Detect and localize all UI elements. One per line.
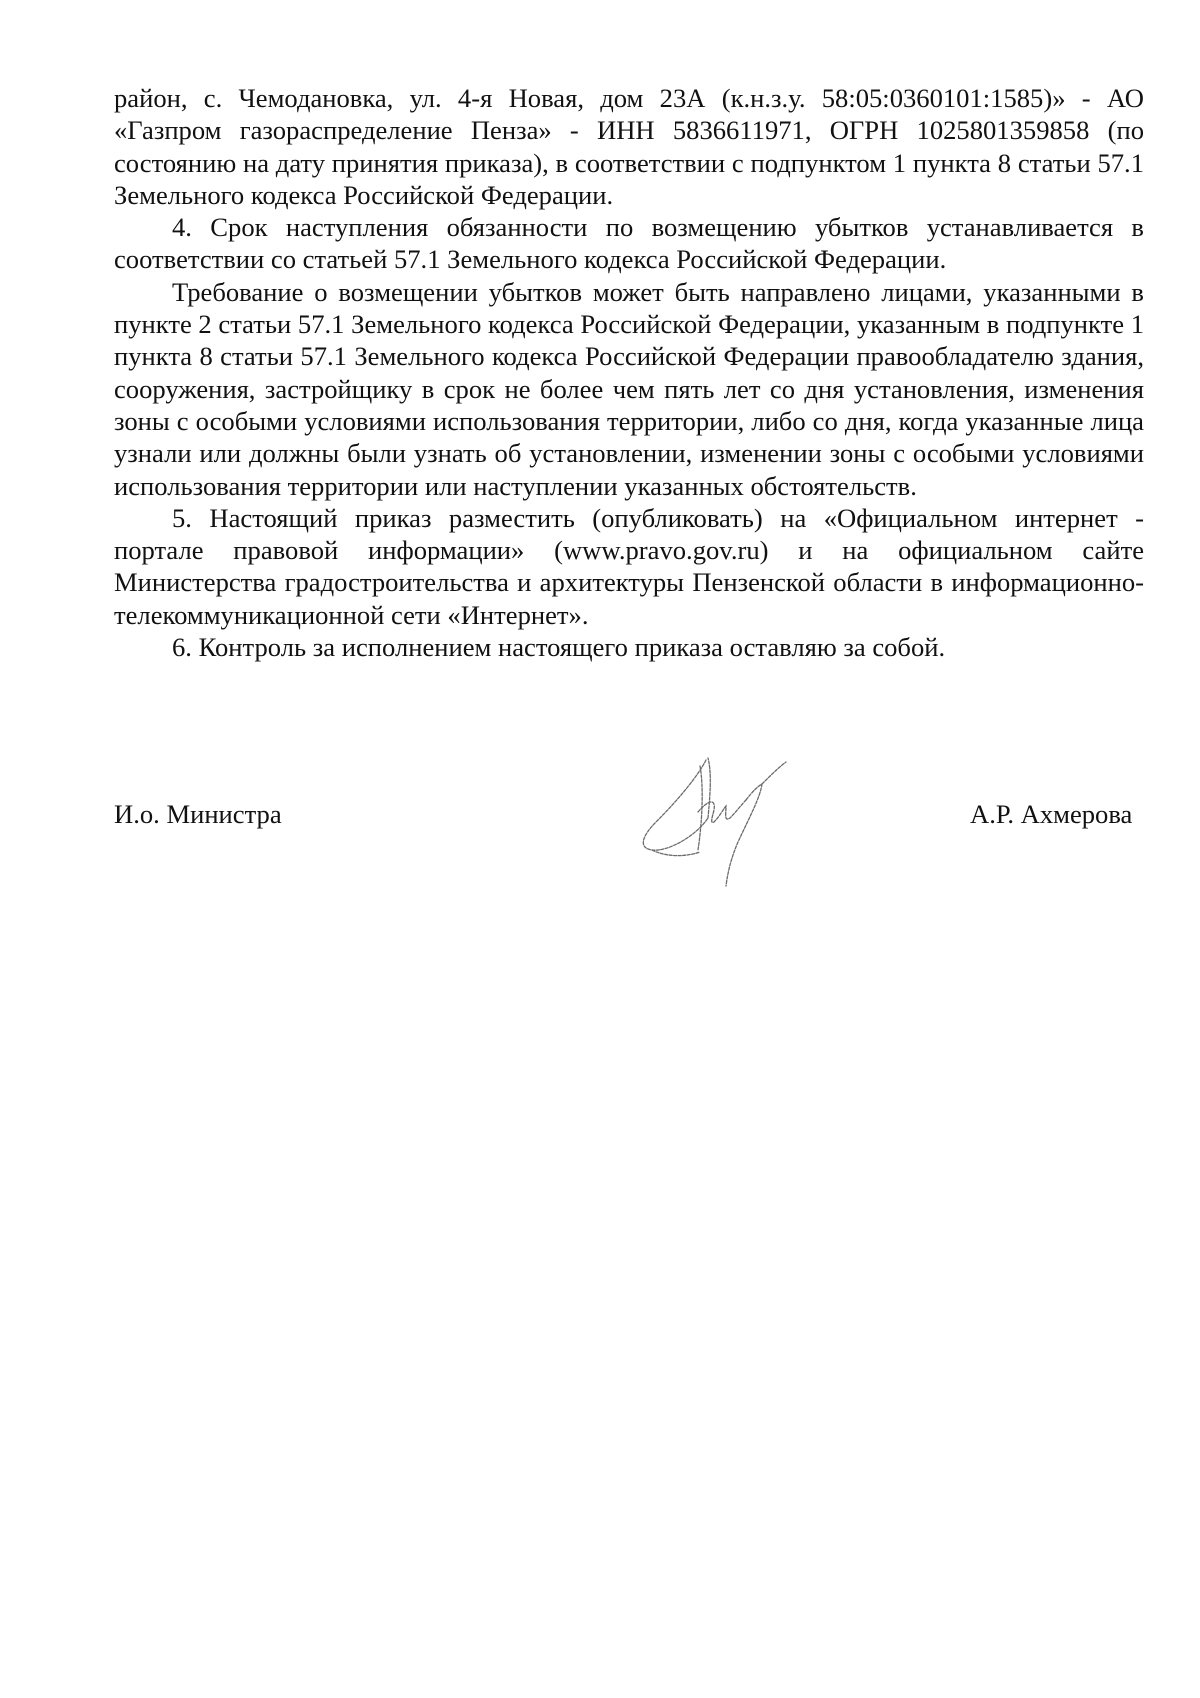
signatory-position: И.о. Министра <box>114 799 282 829</box>
document-body <box>114 82 1144 663</box>
handwritten-signature <box>638 752 828 902</box>
paragraph-item-4: 4. Срок наступления обязанности по возмещению убытков устанавливается в соответствии со статьей 57.1 Земельного кодекса Российской Федерации. <box>114 212 1144 275</box>
signer-name: А.Р. Ахмерова <box>970 799 1133 829</box>
paragraph-item-6: 6. Контроль за исполнением настоящего приказа оставляю за собой. <box>172 632 946 663</box>
paragraph-compensation-claim: Требование о возмещении убытков может быть направлено лицами, указанными в пункте 2 статьи 57.1 Земельного кодекса Российской Федерации, указанным в подпункте 1 пункта 8 статьи 57.1 Земельного кодекса Российской Федерации правообладателю здания, сооружения, застройщику в срок не более чем пять лет со дня установления, изменения зоны с особыми условиями использования территории, либо со дня, когда указанные лица узнали или должны были узнать об установлении, изменении зоны с особыми условиями использования территории или наступлении указанных обстоятельств. <box>114 276 1144 501</box>
paragraph-item-5: 5. Настоящий приказ разместить (опубликовать) на «Официальном интернет - портале правовой информации» (www.pravo.gov.ru) и на официальном сайте Министерства градостроительства и архитектуры Пензенской области в информационно-телекоммуникационной сети «Интернет». <box>114 502 1144 630</box>
paragraph-continuation: район, с. Чемодановка, ул. 4-я Новая, дом 23А (к.н.з.у. 58:05:0360101:1585)» - АО «Газпром газораспределение Пенза» - ИНН 5836611971, ОГРН 1025801359858 (по состоянию на дату принятия приказа), в соответствии с подпунктом 1 пункта 8 статьи 57.1 Земельного кодекса Российской Федерации. <box>114 83 1144 210</box>
